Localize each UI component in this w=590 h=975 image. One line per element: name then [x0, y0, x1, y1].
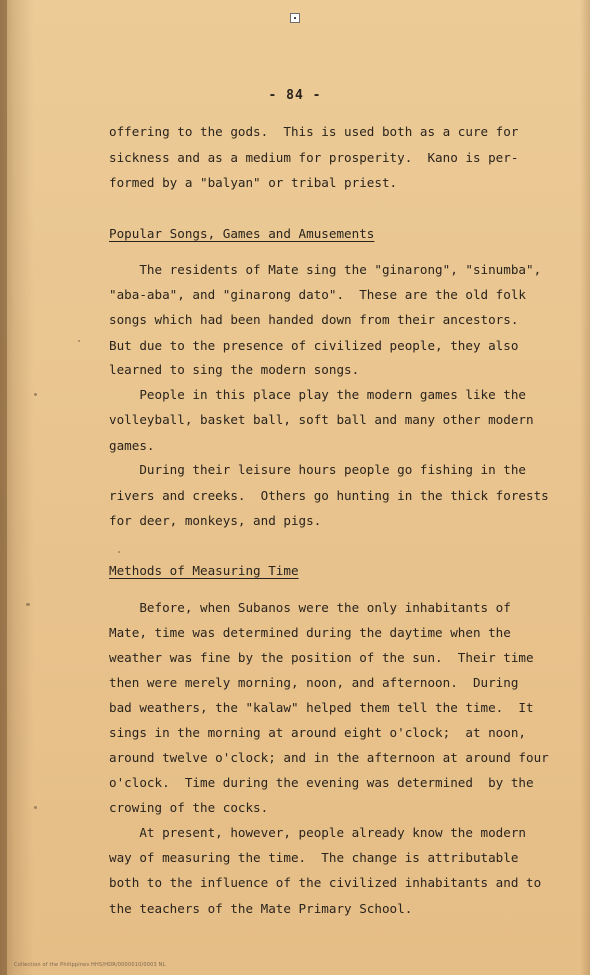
text-line: sings in the morning at around eight o'clock; at noon, — [109, 725, 527, 740]
page-number: - 84 - — [268, 88, 322, 103]
text-line: formed by a "balyan" or tribal priest. — [109, 175, 398, 190]
text-line: weather was fine by the position of the sun. Their time — [109, 650, 534, 665]
text-line: songs which had been handed down from their ancestors. — [109, 312, 519, 327]
binding-spine — [0, 0, 7, 975]
text-line: But due to the presence of civilized people, they also — [109, 338, 519, 353]
text-line: Before, when Subanos were the only inhabitants of — [109, 600, 511, 615]
text-line: People in this place play the modern games like the — [109, 387, 527, 402]
text-line: learned to sing the modern songs. — [109, 362, 360, 377]
scan-marker-icon — [290, 13, 300, 23]
text-line: volleyball, basket ball, soft ball and many other modern — [109, 412, 534, 427]
section-heading-time: Methods of Measuring Time — [109, 563, 299, 578]
text-line: offering to the gods. This is used both as a cure for — [109, 124, 519, 139]
scan-footer: Collection of the Philippines HHS/HDR/0000010/0003 NL — [14, 962, 166, 968]
text-line: At present, however, people already know the modern — [109, 825, 527, 840]
section-heading-songs: Popular Songs, Games and Amusements — [109, 226, 375, 241]
text-line: Mate, time was determined during the daytime when the — [109, 625, 511, 640]
text-line: o'clock. Time during the evening was determined by the — [109, 775, 534, 790]
text-line: both to the influence of the civilized inhabitants and to — [109, 875, 542, 890]
text-line: around twelve o'clock; and in the afternoon at around four — [109, 750, 549, 765]
paper-speck — [78, 340, 80, 342]
text-line: bad weathers, the "kalaw" helped them tell the time. It — [109, 700, 534, 715]
paper-speck — [34, 393, 37, 396]
text-line: crowing of the cocks. — [109, 800, 269, 815]
text-line: rivers and creeks. Others go hunting in the thick forests — [109, 488, 549, 503]
text-line: for deer, monkeys, and pigs. — [109, 513, 322, 528]
text-line: way of measuring the time. The change is attributable — [109, 850, 519, 865]
text-line: "aba-aba", and "ginarong dato". These are the old folk — [109, 287, 527, 302]
paper-speck — [34, 806, 37, 809]
text-line: the teachers of the Mate Primary School. — [109, 901, 413, 916]
paper-speck — [118, 551, 120, 553]
text-line: sickness and as a medium for prosperity. Kano is per- — [109, 150, 519, 165]
paper-speck — [26, 603, 30, 606]
text-line: The residents of Mate sing the "ginarong", "sinumba", — [109, 262, 542, 277]
text-line: During their leisure hours people go fishing in the — [109, 462, 527, 477]
text-line: games. — [109, 438, 155, 453]
text-line: then were merely morning, noon, and afternoon. During — [109, 675, 519, 690]
